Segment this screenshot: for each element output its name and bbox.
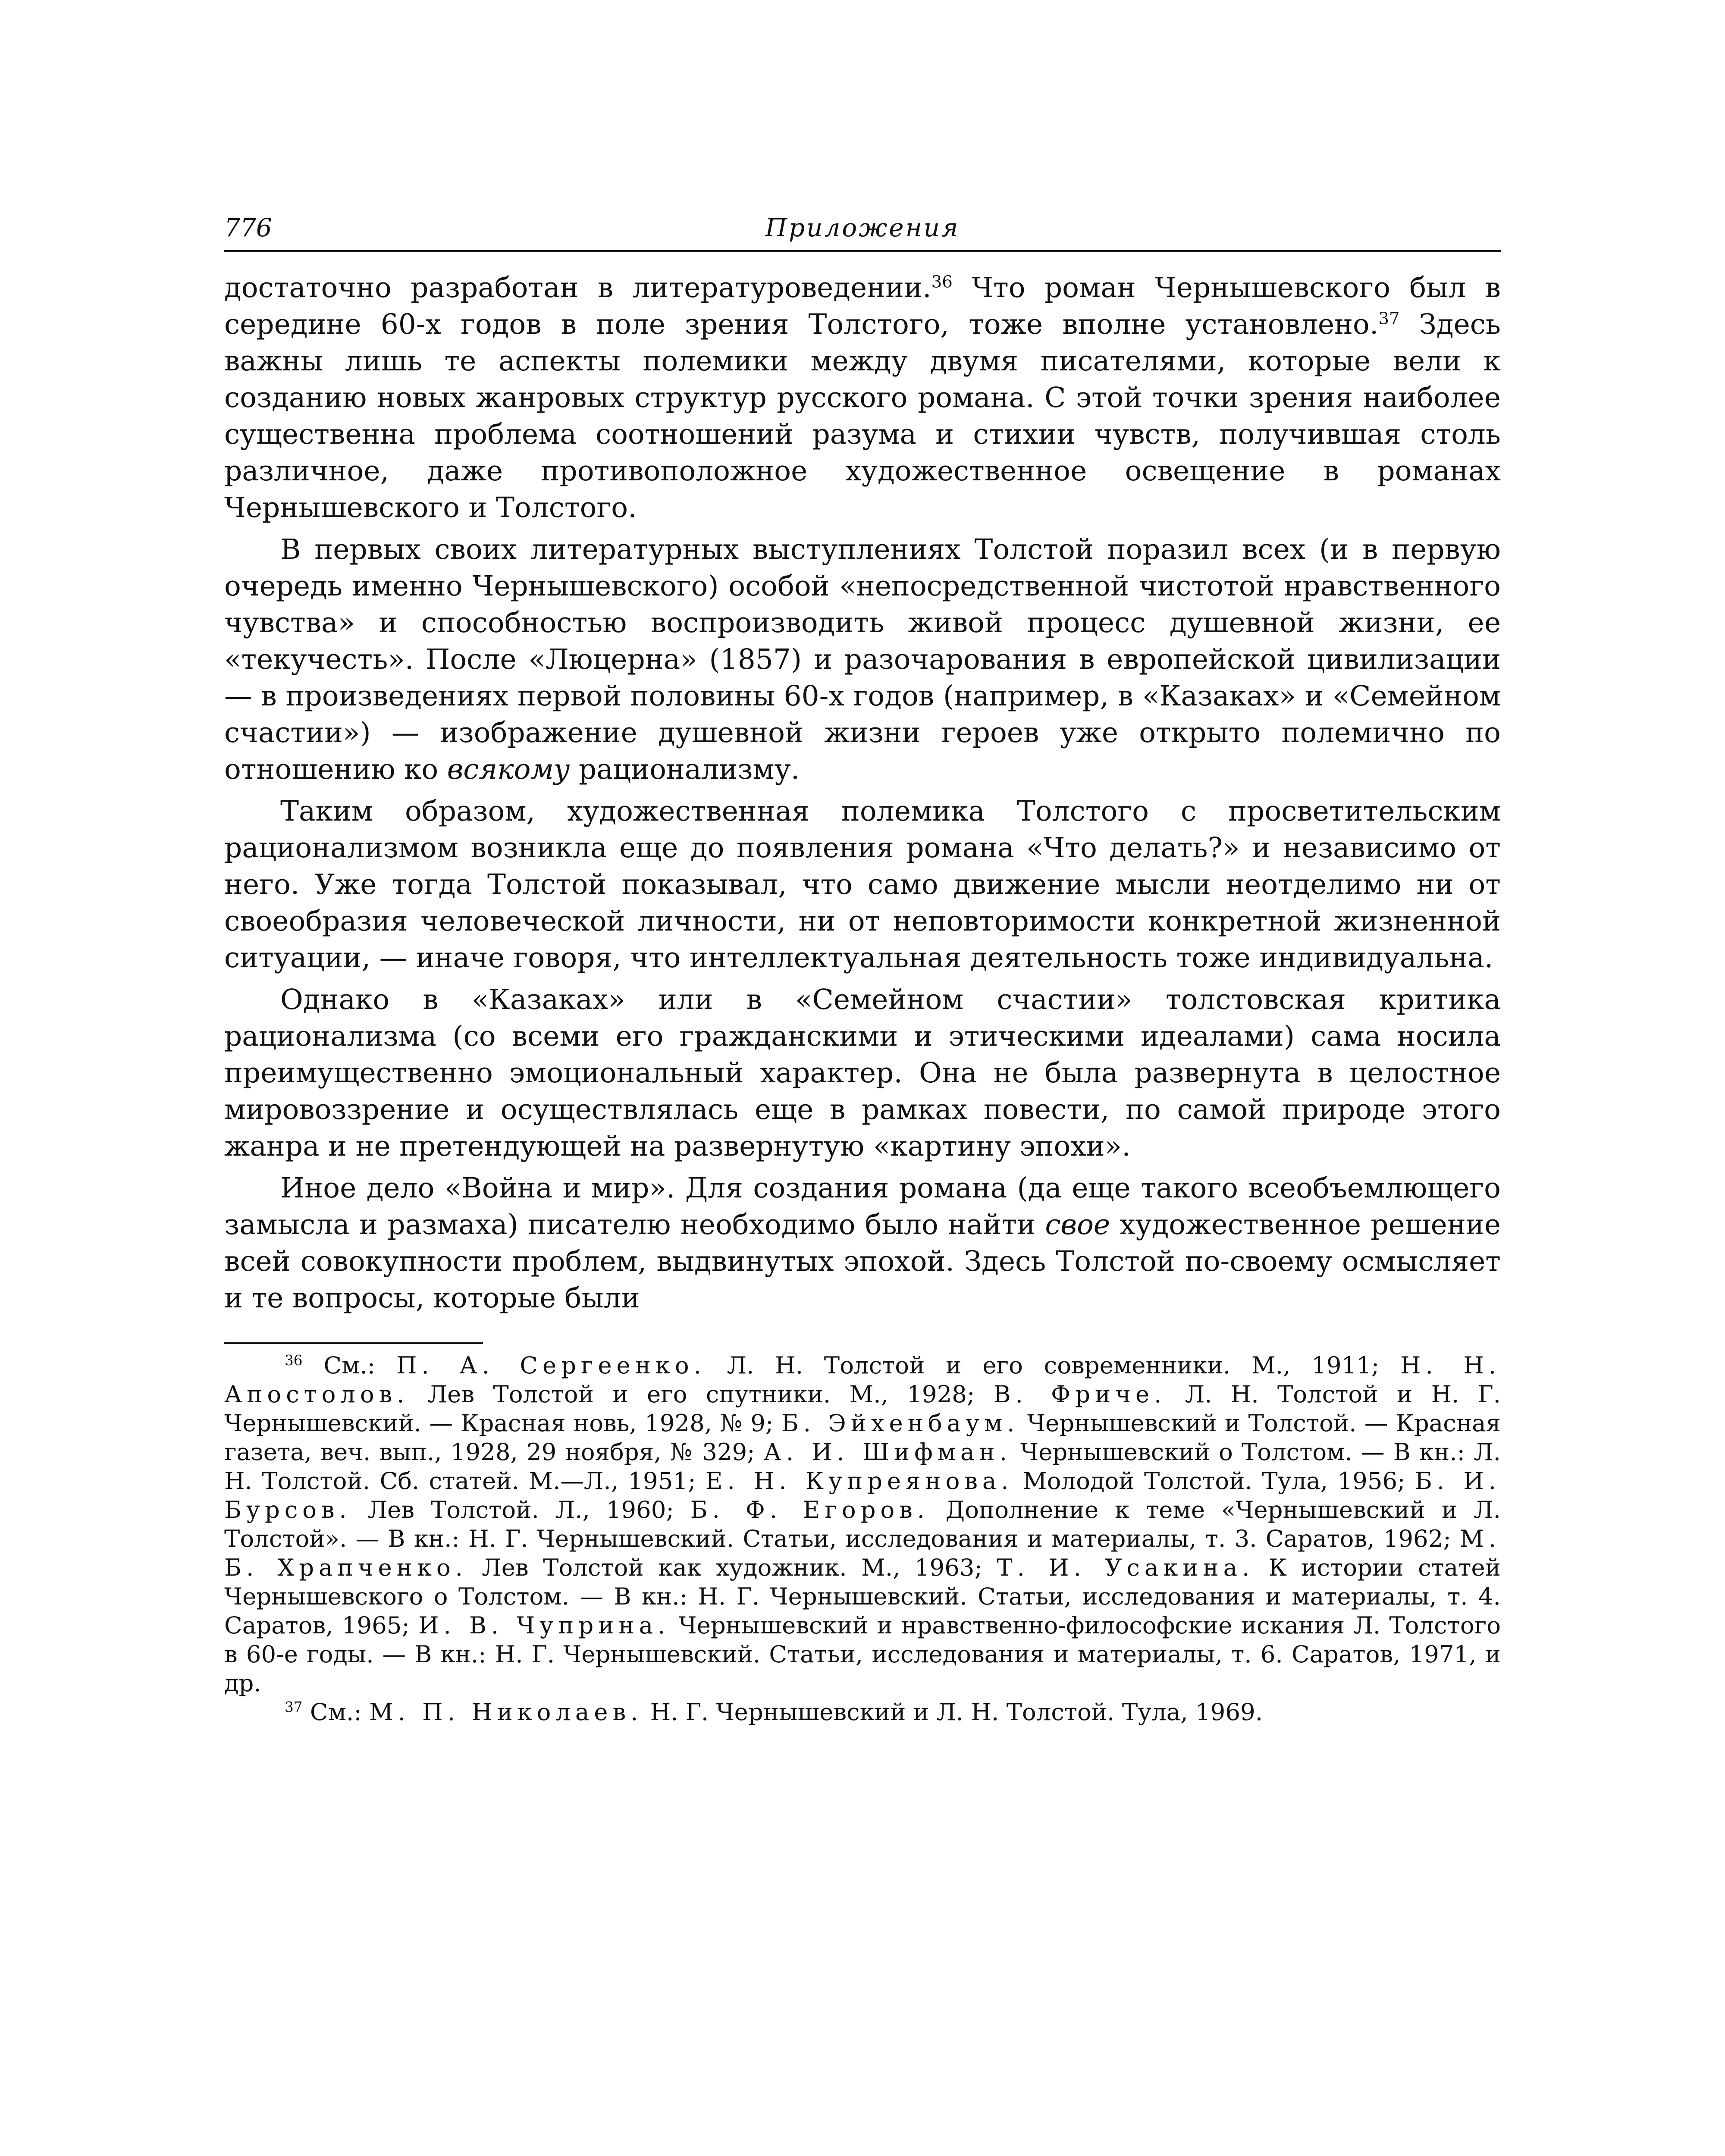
paragraph: В первых своих литературных выступлениях Толстой поразил всех (и в первую очередь именно Чернышевского) особой «непосредственной чистотой нравственного чувства» и способностью воспроизводить живой процесс душевной жизни, ее «текучесть». После «Люцерна» (1857) и разочарования в европейской цивилизации — в произведениях первой половины 60-х годов (например, в «Казаках» и «Семейном счастии») — изображение душевной жизни героев уже открыто полемично по отношению ко всякому рационализму. [224,533,1501,786]
paragraph: достаточно разработан в литературоведении.$^{36}$ Что роман Чернышевского был в середине 60-х годов в поле зрения Толстого, тоже вполне установлено.$^{37}$ Здесь важны лишь те аспекты полемики между двумя писателями, которые вели к созданию новых жанровых структур русского романа. С этой точки зрения наиболее существенна проблема соотношений разума и стихии чувств, получившая столь различное, даже противоположное художественное освещение в романах Чернышевского и Толстого. [224,272,1501,524]
paragraph: Иное дело «Война и мир». Для создания романа (да еще такого всеобъемлющего замысла и размаха) писателю необходимо было найти свое художественное решение всей совокупности проблем, выдвинутых эпохой. Здесь Толстой по-своему осмысляет и те вопросы, которые были [224,1172,1501,1314]
author-name: В. Фриче. [993,1380,1167,1408]
footnotes [224,1351,1501,1727]
footnote-37: $^{37}$ См.: М. П. Николаев. Н. Г. Чернышевский и Л. Н. Толстой. Тула, 1969. [285,1698,1263,1726]
footnote-number: 36 [285,1352,303,1369]
author-name: Е. Н. Купреянова. [705,1467,1013,1495]
book-page [224,203,1501,1727]
footnote-36: $^{36}$ См.: П. А. Сергеенко. Л. Н. Толстой и его современники. М., 1911; Н. Н. Апостолов. Лев Толстой и его спутники. М., 1928; В. Фриче. Л. Н. Толстой и Н. Г. Чернышевский. — Красная новь, 1928, № 9; Б. Эйхенбаум. Чернышевский и Толстой. — Красная газета, веч. вып., 1928, 29 ноября, № 329; А. И. Шифман. Чернышевский о Толстом. — В кн.: Л. Н. Толстой. Сб. статей. М.—Л., 1951; Е. Н. Купреянова. Молодой Толстой. Тула, 1956; Б. И. Бурсов. Лев Толстой. Л., 1960; Б. Ф. Егоров. Дополнение к теме «Чернышевский и Л. Толстой». — В кн.: Н. Г. Чернышевский. Статьи, исследования и материалы, т. 3. Саратов, 1962; М. Б. Храпченко. Лев Толстой как художник. М., 1963; Т. И. Усакина. К истории статей Чернышевского о Толстом. — В кн.: Н. Г. Чернышевский. Статьи, исследования и материалы, т. 4. Саратов, 1965; И. В. Чуприна. Чернышевский и нравственно-философские искания Л. Толстого в 60-е годы. — В кн.: Н. Г. Чернышевский. Статьи, исследования и материалы, т. 6. Саратов, 1971, и др. [224,1351,1501,1697]
author-name: П. А. Сергеенко. [396,1351,706,1379]
author-name: Т. И. Усакина. [997,1554,1255,1581]
footnote-number: 37 [285,1698,303,1715]
running-title: Приложения [765,213,960,242]
author-name: М. Б. Храпченко. [224,1525,1501,1581]
author-name: М. П. Николаев. [369,1698,643,1726]
emphasis: всякому [447,753,570,786]
paragraph: Таким образом, художественная полемика Толстого с просветительским рационализмом возникла еще до появления романа «Что делать?» и независимо от него. Уже тогда Толстой показывал, что само движение мысли неотделимо ни от своеобразия человеческой личности, ни от неповторимости конкретной жизненной ситуации, — иначе говоря, что интеллектуальная деятельность тоже индивидуальна. [224,795,1501,974]
author-name: Н. Н. Апостолов. [224,1351,1501,1408]
page-number: 776 [224,213,272,242]
paragraph: Однако в «Казаках» или в «Семейном счастии» толстовская критика рационализма (со всеми его гражданскими и этическими идеалами) сама носила преимущественно эмоциональный характер. Она не была развернута в целостное мировоззрение и осуществлялась еще в рамках повести, по самой природе этого жанра и не претендующей на развернутую «картину эпохи». [224,984,1501,1163]
author-name: Б. И. Бурсов. [224,1467,1501,1523]
author-name: Б. Эйхенбаум. [781,1409,1019,1437]
main-text [224,270,1501,1316]
author-name: Б. Ф. Егоров. [690,1496,929,1523]
footnote-ref: 36 [931,272,953,292]
author-name: А. И. Шифман. [763,1438,1012,1466]
author-name: И. В. Чуприна. [418,1611,670,1639]
page-header [224,203,1501,252]
footnote-ref: 37 [1378,309,1400,329]
footnote-divider [224,1342,483,1344]
emphasis: свое [1045,1209,1110,1241]
